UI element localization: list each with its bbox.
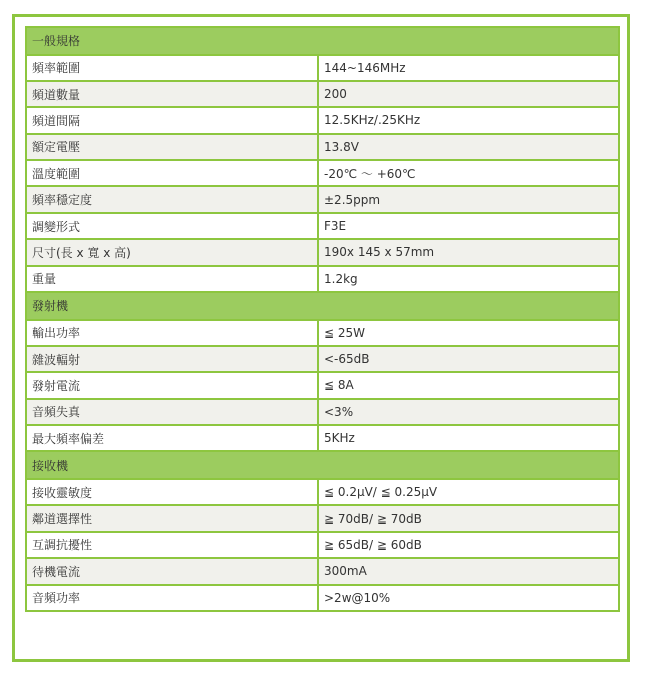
spec-value: <-65dB (318, 346, 619, 372)
spec-label: 接收靈敏度 (26, 479, 318, 505)
table-row (26, 81, 619, 107)
table-row (26, 399, 619, 425)
spec-value: 1.2kg (318, 266, 619, 292)
table-row (26, 213, 619, 239)
spec-label: 音頻失真 (26, 399, 318, 425)
spec-label: 溫度範圍 (26, 160, 318, 186)
section-title: 接收機 (26, 451, 619, 479)
spec-value: F3E (318, 213, 619, 239)
spec-label: 最大頻率偏差 (26, 425, 318, 451)
table-row (26, 266, 619, 292)
spec-table-body (26, 27, 619, 611)
spec-value: ≧ 70dB/ ≧ 70dB (318, 505, 619, 531)
spec-label: 音頻功率 (26, 585, 318, 611)
spec-value: >2w@10% (318, 585, 619, 611)
table-row (26, 585, 619, 611)
spec-label: 輸出功率 (26, 320, 318, 346)
spec-label: 調變形式 (26, 213, 318, 239)
spec-table (25, 26, 620, 612)
spec-value: 144~146MHz (318, 55, 619, 81)
section-header (26, 27, 619, 55)
table-row (26, 372, 619, 398)
spec-value: 190x 145 x 57mm (318, 239, 619, 265)
section-title: 一般規格 (26, 27, 619, 55)
section-header (26, 292, 619, 320)
spec-value: ≧ 65dB/ ≧ 60dB (318, 532, 619, 558)
table-row (26, 107, 619, 133)
spec-label: 鄰道選擇性 (26, 505, 318, 531)
table-row (26, 425, 619, 451)
spec-value: 12.5KHz/.25KHz (318, 107, 619, 133)
spec-value: <3% (318, 399, 619, 425)
spec-label: 頻率穩定度 (26, 186, 318, 212)
table-row (26, 558, 619, 584)
table-row (26, 239, 619, 265)
spec-label: 頻道數量 (26, 81, 318, 107)
table-row (26, 186, 619, 212)
table-row (26, 320, 619, 346)
table-row (26, 160, 619, 186)
spec-value: 13.8V (318, 134, 619, 160)
spec-frame (12, 14, 630, 662)
spec-label: 頻道間隔 (26, 107, 318, 133)
table-row (26, 505, 619, 531)
spec-value: ≦ 25W (318, 320, 619, 346)
spec-value: 5KHz (318, 425, 619, 451)
spec-label: 待機電流 (26, 558, 318, 584)
spec-label: 頻率範圍 (26, 55, 318, 81)
spec-label: 尺寸(長 x 寬 x 高) (26, 239, 318, 265)
section-header (26, 451, 619, 479)
table-row (26, 346, 619, 372)
table-row (26, 479, 619, 505)
spec-value: -20℃ ～ +60℃ (318, 160, 619, 186)
spec-value: ±2.5ppm (318, 186, 619, 212)
section-title: 發射機 (26, 292, 619, 320)
spec-label: 重量 (26, 266, 318, 292)
spec-value: ≦ 0.2μV/ ≦ 0.25μV (318, 479, 619, 505)
spec-label: 發射電流 (26, 372, 318, 398)
table-row (26, 532, 619, 558)
spec-value: 300mA (318, 558, 619, 584)
spec-value: ≦ 8A (318, 372, 619, 398)
spec-label: 雜波輻射 (26, 346, 318, 372)
spec-label: 額定電壓 (26, 134, 318, 160)
spec-label: 互調抗擾性 (26, 532, 318, 558)
table-row (26, 134, 619, 160)
spec-value: 200 (318, 81, 619, 107)
table-row (26, 55, 619, 81)
